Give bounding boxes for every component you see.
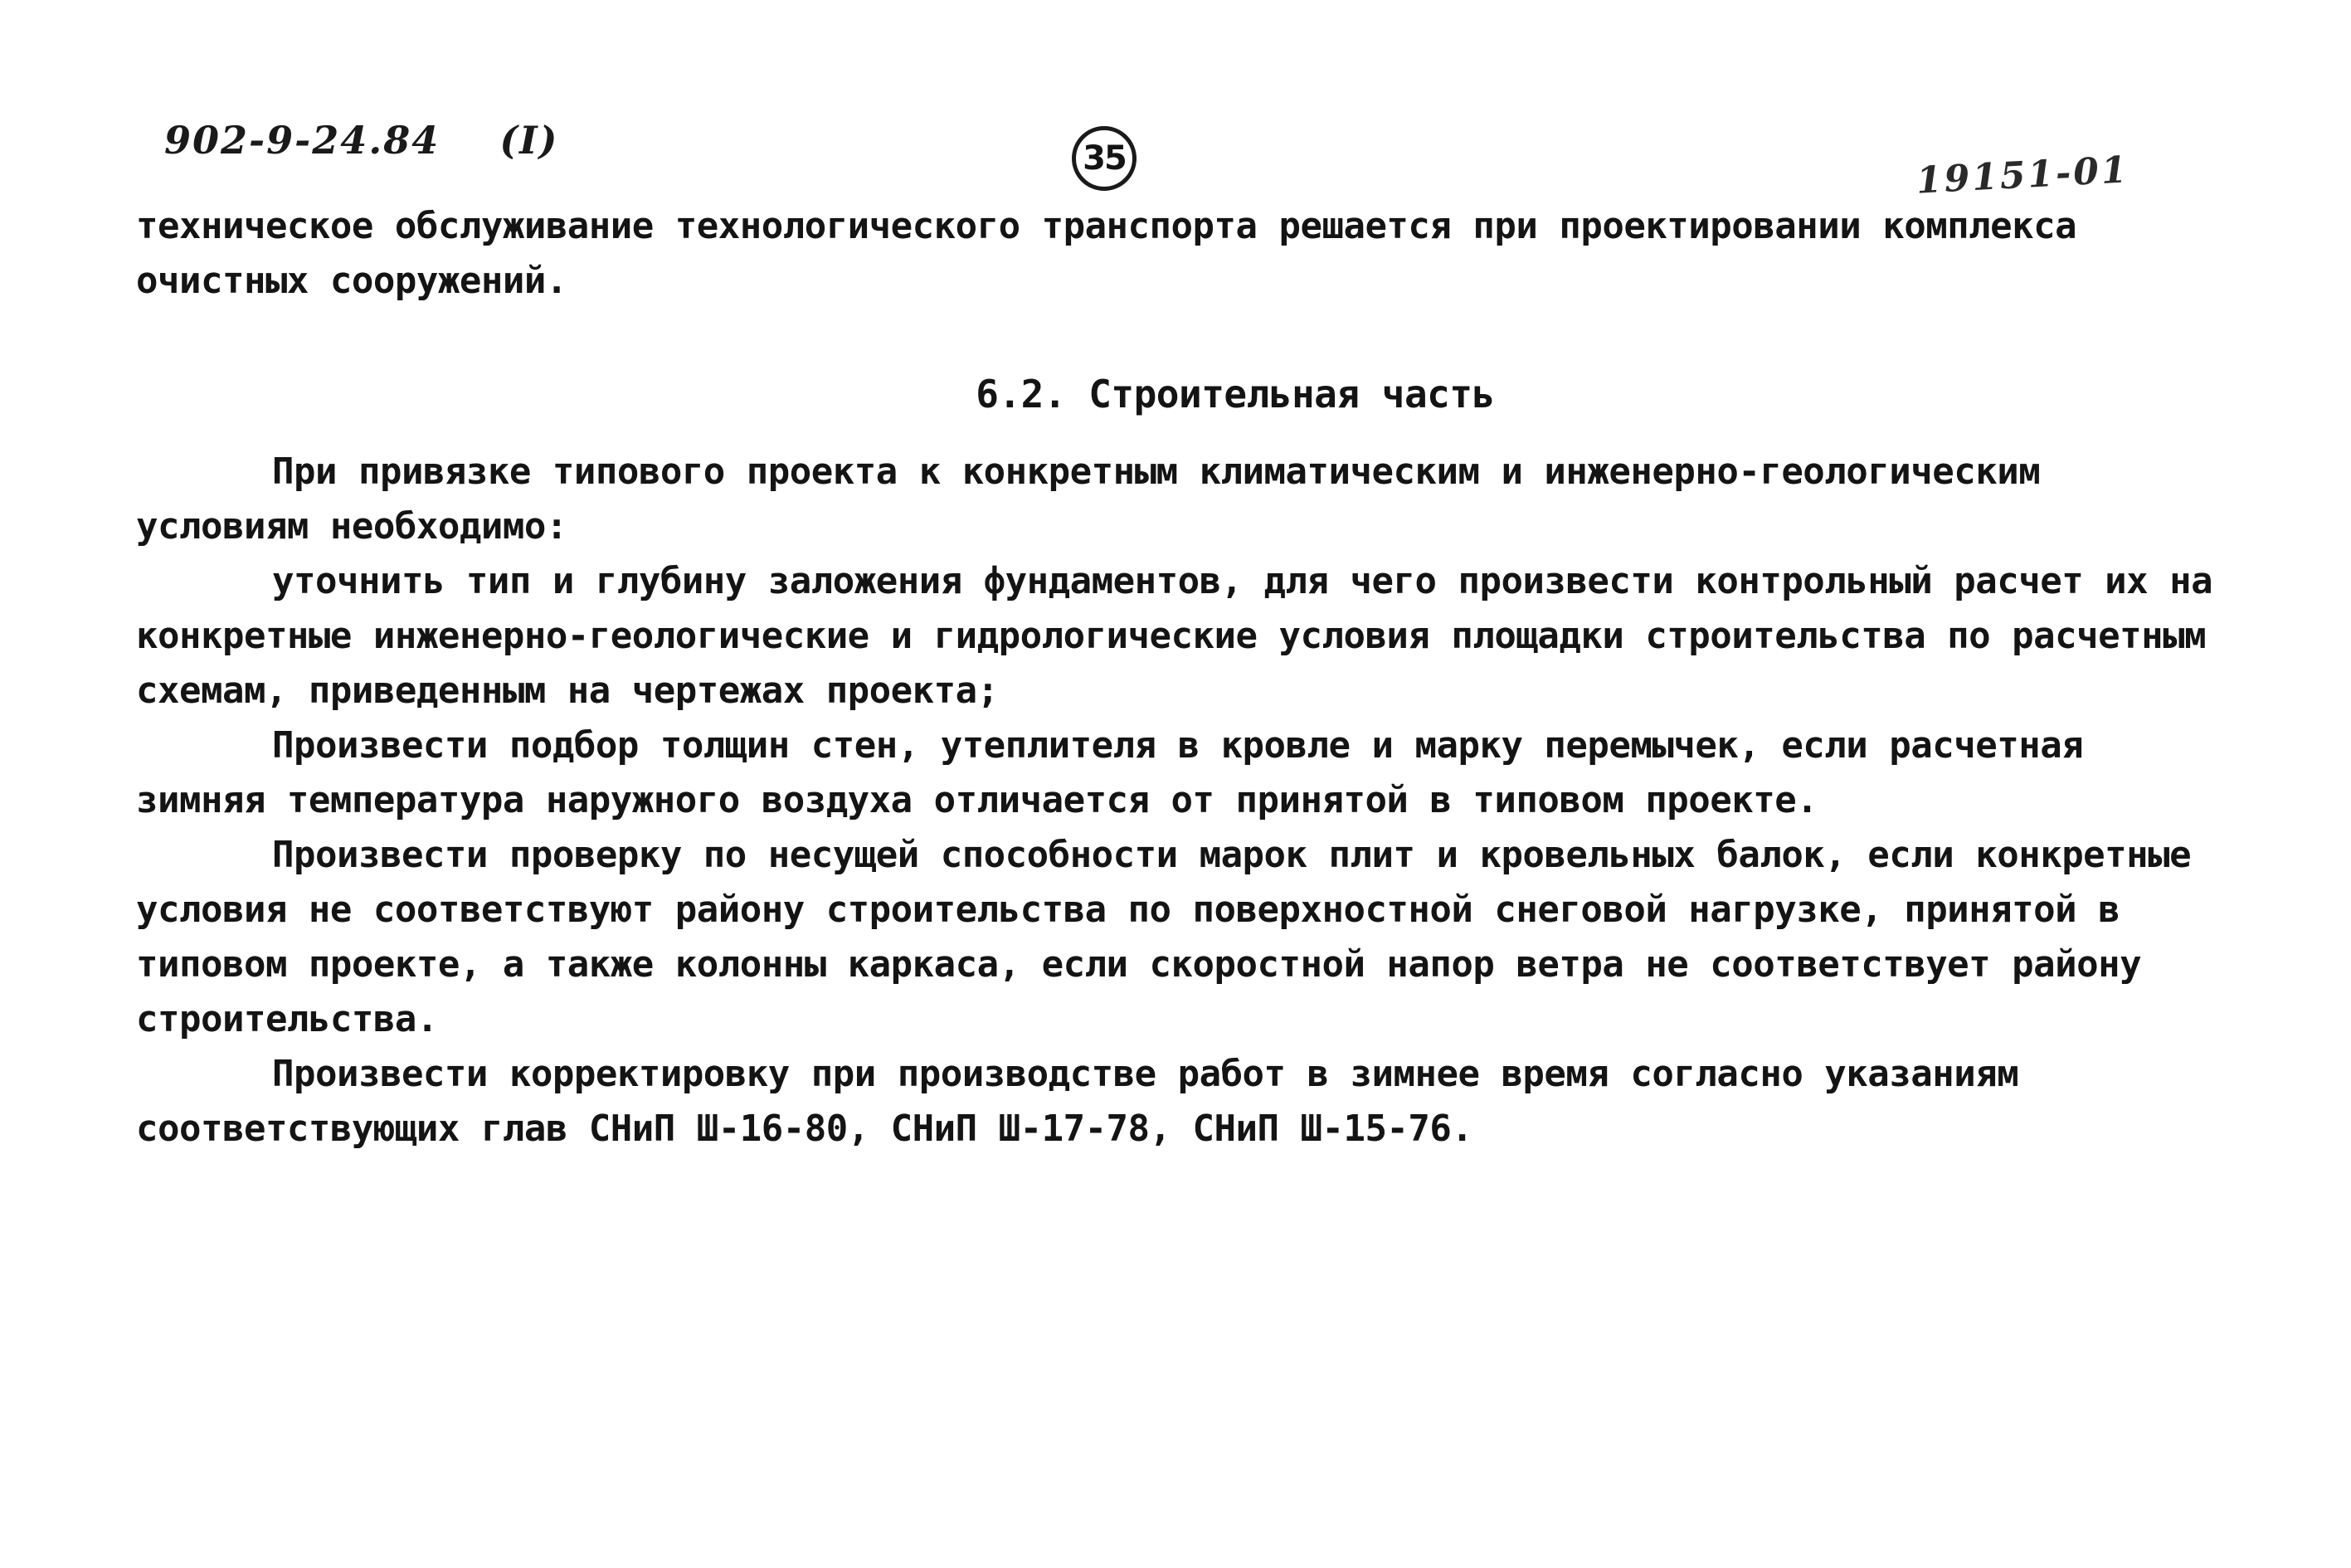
requirement-item: Произвести корректировку при производстве работ в зимнее время согласно указаниям соответствующих глав СНиП Ш-16-80, СНиП Ш-17-78, СНиП Ш-15-76. bbox=[136, 1053, 2019, 1150]
inventory-number: 19151-01 bbox=[1915, 149, 2130, 202]
doc-code bbox=[164, 118, 558, 163]
doc-part: (I) bbox=[499, 118, 559, 163]
page-number: 35 bbox=[1072, 126, 1137, 191]
continuation-paragraph: техническое обслуживание технологического транспорта решается при проектировании комплекса очистных сооружений. bbox=[136, 205, 2077, 302]
intro-paragraph: При привязке типового проекта к конкретным климатическим и инженерно-геологическим условиям необходимо: bbox=[136, 450, 2041, 548]
doc-code-number: 902-9-24.84 bbox=[164, 118, 441, 163]
section-title: 6.2. Строительная часть bbox=[976, 372, 1495, 416]
requirement-item: уточнить тип и глубину заложения фундаментов, для чего произвести контрольный расчет их на конкретные инженерно-геологические и гидрологические условия площадки строительства по расчетным схемам, приведенным на чертежах проекта; bbox=[136, 560, 2213, 712]
document-body bbox=[136, 199, 2227, 1157]
requirement-item: Произвести проверку по несущей способности марок плит и кровельных балок, если конкретные условия не соответствуют району строительства по поверхностной снеговой нагрузке, принятой в типовом проекте, а также колонны каркаса, если скоростной напор ветра не соответствует району строительства. bbox=[136, 834, 2192, 1040]
requirement-item: Произвести подбор толщин стен, утеплителя в кровле и марку перемычек, если расчетная зимняя температура наружного воздуха отличается от принятой в типовом проекте. bbox=[136, 724, 2084, 821]
